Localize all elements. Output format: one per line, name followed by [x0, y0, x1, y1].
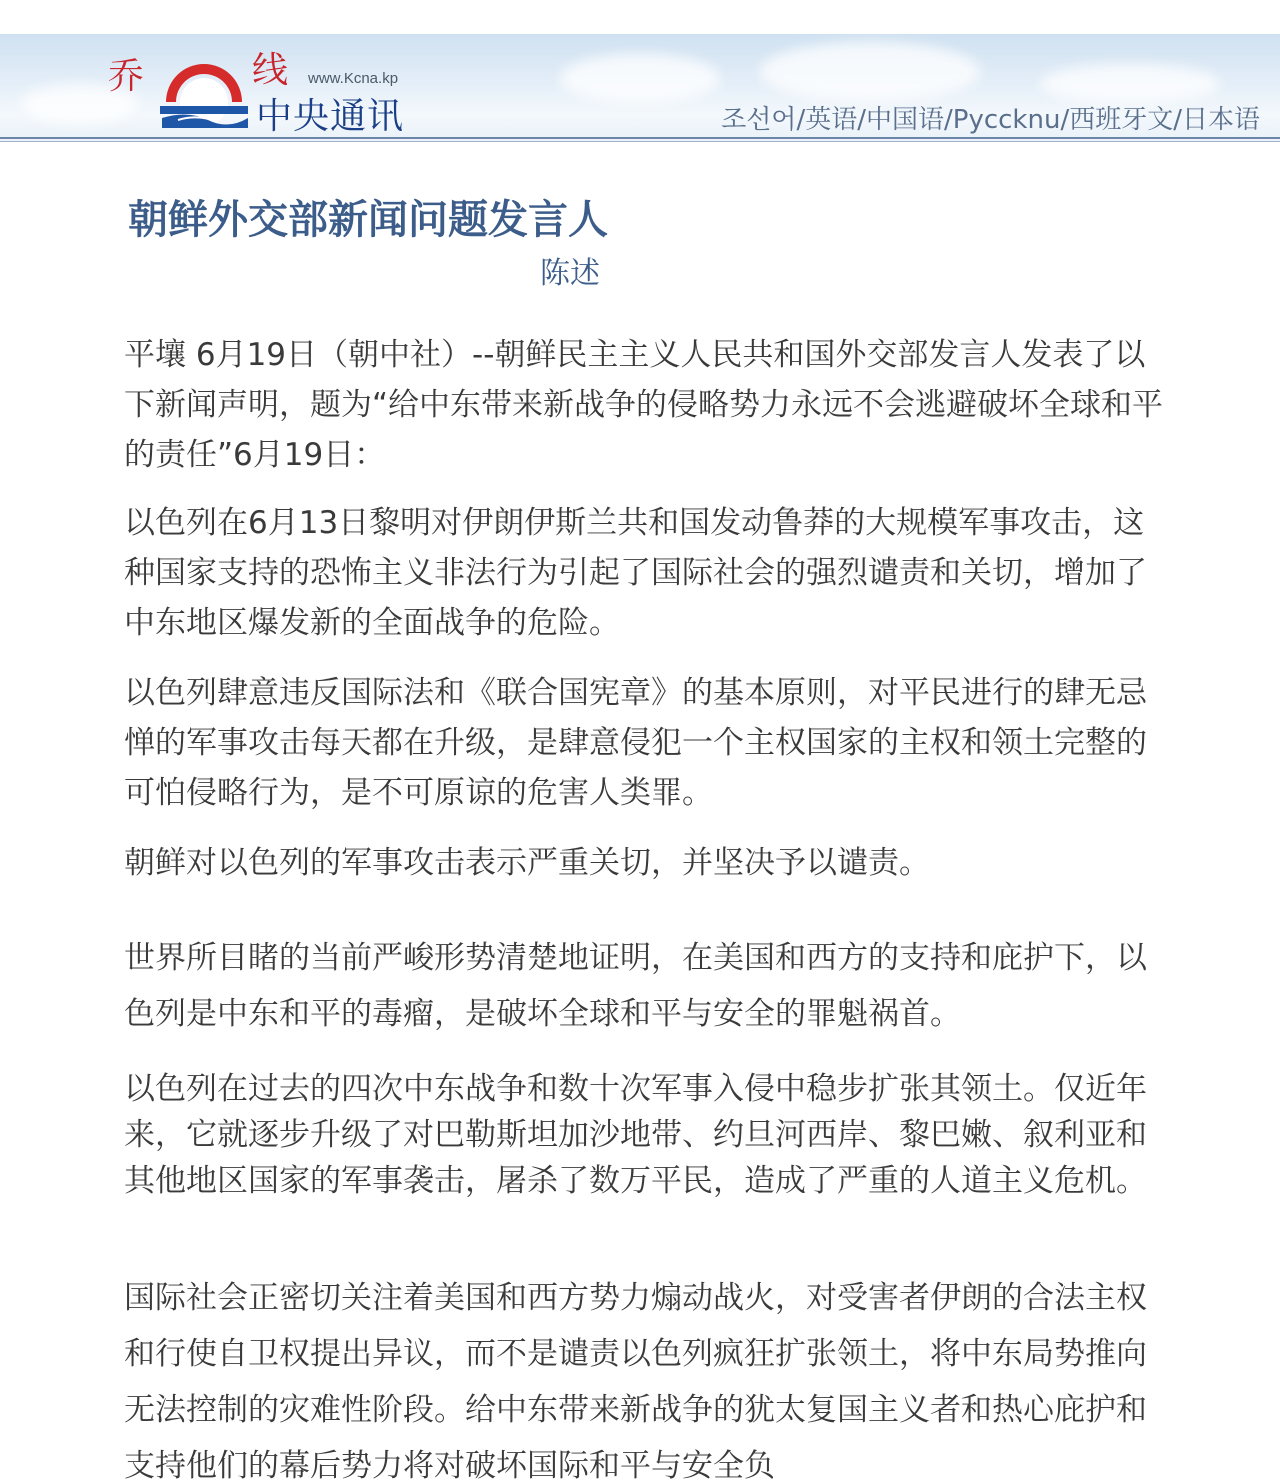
article-title: 朝鲜外交部新闻问题发言人: [128, 197, 608, 243]
lang-link-korean[interactable]: 조선어: [721, 105, 797, 135]
site-url: www.Kcna.kp: [308, 70, 399, 87]
article-paragraph-4: 朝鲜对以色列的军事攻击表示严重关切，并坚决予以谴责。: [124, 845, 930, 881]
lang-separator: /: [944, 105, 953, 135]
header-rule-thin: [0, 141, 1280, 142]
logo-char-right: 线: [252, 50, 289, 91]
site-logo[interactable]: [104, 40, 444, 136]
article-subtitle: 陈述: [540, 256, 600, 291]
article-paragraph-3: 以色列肆意违反国际法和《联合国宪章》的基本原则，对平民进行的肆无忌惮的军事攻击每天都在升级，是肆意侵犯一个主权国家的主权和领土完整的可怕侵略行为，是不可原谅的危害人类罪。: [124, 675, 1147, 811]
logo-char-left: 乔: [108, 56, 145, 97]
article-paragraph-7: 国际社会正密切关注着美国和西方势力煽动战火，对受害者伊朗的合法主权和行使自卫权提出异议，而不是谴责以色列疯狂扩张领土，将中东局势推向无法控制的灾难性阶段。给中东带来新战争的犹太复国主义者和热心庇护和支持他们的幕后势力将对破坏国际和平与安全负: [124, 1280, 1147, 1484]
site-name: 中央通讯: [256, 96, 405, 137]
lang-link-spanish[interactable]: 西班牙文: [1069, 105, 1174, 135]
header-rule: [0, 137, 1280, 139]
top-whitespace: [0, 0, 1280, 34]
lang-link-english[interactable]: 英语: [805, 105, 858, 135]
article-paragraph-2: 以色列在6月13日黎明对伊朗伊斯兰共和国发动鲁莽的大规模军事攻击，这种国家支持的恐怖主义非法行为引起了国际社会的强烈谴责和关切，增加了中东地区爆发新的全面战争的危险。: [124, 505, 1147, 641]
lang-separator: /: [796, 105, 806, 135]
lang-link-japanese[interactable]: 日本语: [1181, 105, 1260, 135]
lang-separator: /: [857, 105, 866, 135]
article-paragraph-6: 以色列在过去的四次中东战争和数十次军事入侵中稳步扩张其领土。仅近年来，它就逐步升级了对巴勒斯坦加沙地带、约旦河西岸、黎巴嫩、叙利亚和其他地区国家的军事袭击，屠杀了数万平民，造成了严重的人道主义危机。: [124, 1071, 1147, 1199]
article-paragraph-1: 平壤 6月19日（朝中社）--朝鲜民主主义人民共和国外交部发言人发表了以下新闻声明，题为“给中东带来新战争的侵略势力永远不会逃避破坏全球和平的责任”6月19日：: [124, 337, 1164, 473]
lang-separator: /: [1060, 105, 1070, 135]
lang-link-chinese[interactable]: 中国语: [865, 105, 944, 135]
logo-emblem-icon: [148, 40, 258, 136]
lang-link-russian[interactable]: Pyccknu: [952, 105, 1061, 135]
lang-separator: /: [1173, 105, 1182, 135]
site-header-banner: [0, 34, 1280, 142]
article-paragraph-5: 世界所目睹的当前严峻形势清楚地证明，在美国和西方的支持和庇护下，以色列是中东和平的毒瘤，是破坏全球和平与安全的罪魁祸首。: [124, 940, 1147, 1032]
language-selector: [721, 99, 1260, 136]
